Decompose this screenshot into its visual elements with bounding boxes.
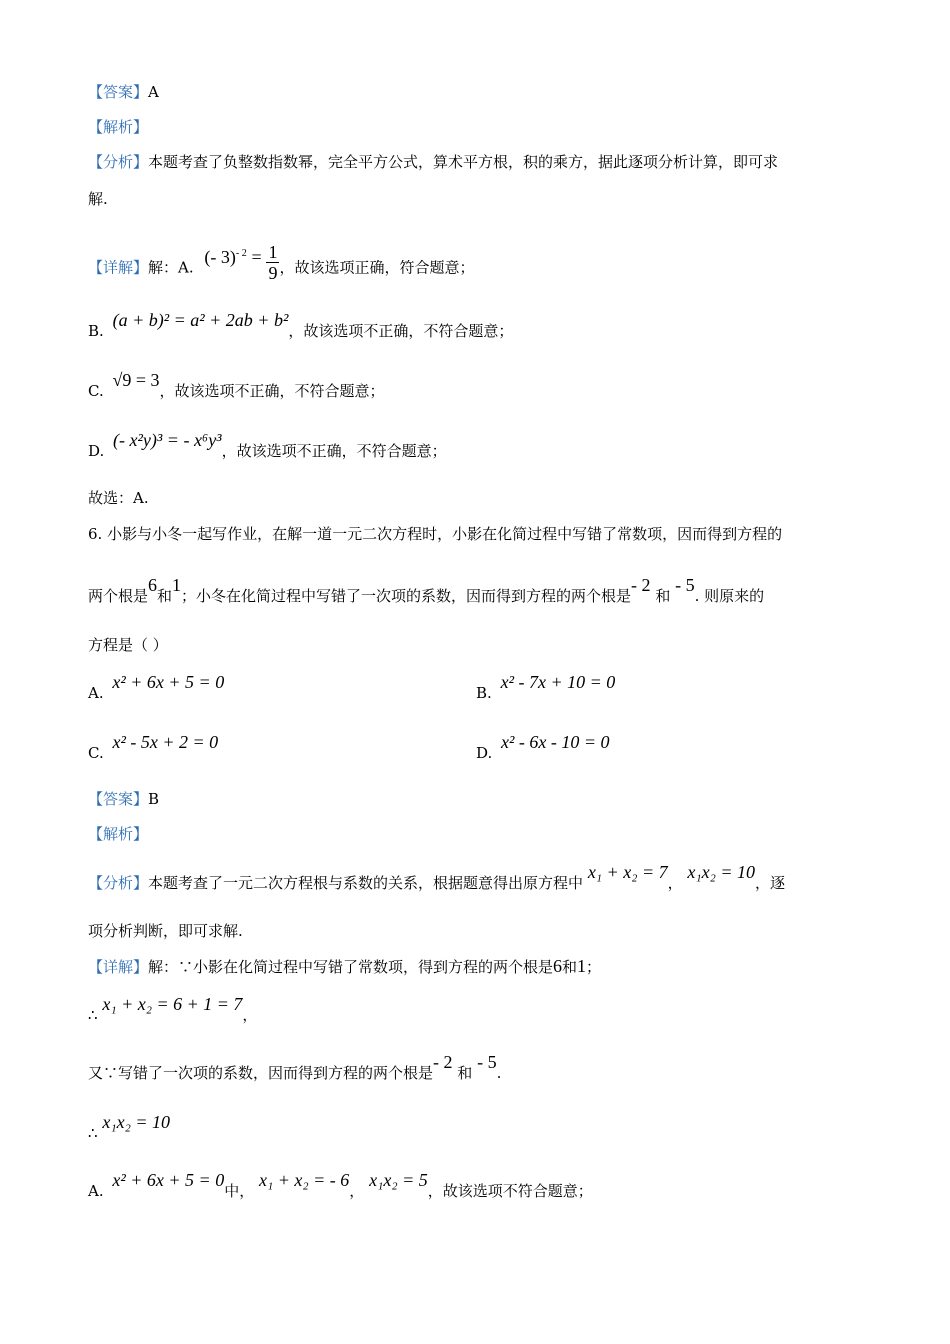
analysis-tag: 【解析】 [88, 118, 149, 136]
formula-c: √9 = 3 [112, 370, 160, 390]
and-1: 和 [157, 587, 173, 605]
option-c-math: x² - 5x + 2 = 0 [112, 732, 219, 752]
option-d-math: x² - 6x - 10 = 0 [501, 732, 610, 752]
check-a-mid: 中， [224, 1182, 255, 1200]
formula-b: (a + b)² = a² + 2ab + b² [112, 310, 289, 330]
detail-line-d [88, 430, 447, 461]
stem2-a: 两个根是 [88, 587, 149, 605]
check-a-m1: x₁ + x₂ = - 6 [259, 1170, 350, 1190]
therefore-line-1 [88, 994, 258, 1025]
q6-detail-and: 和 [562, 958, 578, 976]
root-neg5: - 5 [675, 575, 695, 595]
therefore-math-2: x₁x₂ = 10 [102, 1112, 170, 1132]
stem2-b: ；小冬在化简过程中写错了一次项的系数，因而得到方程的两个根是 [181, 587, 632, 605]
comment-d: ，故该选项不正确，不符合题意； [221, 442, 447, 460]
label-d: D. [88, 442, 105, 460]
therefore-line-2 [88, 1112, 170, 1143]
label-c: C. [88, 382, 104, 400]
formula-a-fraction: $\frac{1}{9}$ [268, 242, 278, 283]
comment-a: ，故该选项正确，符合题意； [279, 258, 475, 277]
fenxi-tag: 【分析】 [88, 153, 149, 171]
q6-detail-line [88, 956, 601, 977]
also-and: 和 [457, 1064, 473, 1082]
option-b[interactable] [476, 672, 616, 703]
check-a-math: x² + 6x + 5 = 0 [112, 1170, 225, 1190]
comment-b: ，故该选项不正确，不符合题意； [288, 322, 514, 340]
q6-answer-tag: 【答案】 [88, 790, 149, 808]
also-r2: - 5 [477, 1052, 497, 1072]
check-a-comment: ，故该选项不符合题意； [427, 1182, 593, 1200]
therefore-symbol-2: ∴ [88, 1124, 98, 1142]
therefore-symbol-1: ∴ [88, 1006, 98, 1024]
option-a[interactable] [88, 672, 225, 703]
q6-fenxi-sep: ， [667, 874, 683, 892]
therefore-math-1: x₁ + x₂ = 6 + 1 = 7 [102, 994, 243, 1014]
q6-answer-line [88, 789, 159, 809]
q6-analysis-tag: 【解析】 [88, 825, 149, 843]
q6-detail-r2: 1 [577, 956, 587, 976]
comment-c: ，故该选项不正确，不符合题意； [159, 382, 385, 400]
q6-detail-end: ； [586, 958, 602, 976]
also-end: . [496, 1064, 502, 1082]
detail-line-c [88, 370, 385, 401]
check-a-label: A. [88, 1182, 104, 1200]
detail-line-b [88, 310, 514, 341]
option-b-math: x² - 7x + 10 = 0 [500, 672, 616, 692]
formula-a-left: (- 3)$^{- 2}$ [204, 246, 247, 267]
root-neg2: - 2 [631, 575, 651, 595]
answer-line [88, 82, 159, 102]
also-line [88, 1052, 502, 1083]
q6-fenxi-text: 本题考查了一元二次方程根与系数的关系，根据题意得出原方程中 [148, 874, 584, 892]
answer-value: A [148, 83, 159, 101]
label-b: B. [88, 322, 104, 340]
q6-fenxi-text2: ，逐 [755, 874, 786, 892]
option-a-label: A. [88, 684, 104, 702]
also-text: 又∵写错了一次项的系数，因而得到方程的两个根是 [88, 1064, 434, 1082]
option-d[interactable] [476, 732, 610, 763]
conclusion: 故选：A. [88, 489, 149, 507]
root-6: 6 [148, 575, 158, 595]
q6-fenxi-tag: 【分析】 [88, 874, 149, 892]
detail-prefix: 解：A. [148, 258, 194, 277]
root-1: 1 [172, 575, 182, 595]
fenxi-line [88, 152, 778, 172]
fenxi-text-continued: 解. [88, 190, 108, 208]
q6-fenxi-math2: x₁x₂ = 10 [687, 862, 756, 882]
option-b-label: B. [476, 684, 492, 702]
option-c[interactable] [88, 732, 219, 763]
option-d-label: D. [476, 744, 493, 762]
fenxi-text: 本题考查了负整数指数幂，完全平方公式，算术平方根，积的乘方，据此逐项分析计算，即可求 [148, 153, 779, 171]
q6-detail-r1: 6 [553, 956, 563, 976]
check-a-m2: x₁x₂ = 5 [369, 1170, 428, 1190]
q6-stem-line3: 方程是（ ） [88, 636, 168, 654]
q6-stem-line2 [88, 575, 765, 606]
detail-line-a [88, 242, 475, 289]
stem2-c: . 则原来的 [694, 587, 765, 605]
q6-detail-text: 解：∵小影在化简过程中写错了常数项，得到方程的两个根是 [148, 958, 554, 976]
detail-tag: 【详解】 [88, 258, 149, 277]
q6-detail-tag: 【详解】 [88, 958, 149, 976]
check-a-sep: ， [349, 1182, 365, 1200]
q6-answer-value: B [148, 790, 160, 808]
option-a-math: x² + 6x + 5 = 0 [112, 672, 225, 692]
q6-fenxi-line [88, 862, 786, 893]
formula-d: (- x²y)³ = - x⁶y³ [113, 430, 222, 450]
answer-tag: 【答案】 [88, 83, 149, 101]
formula-a-eq: = [251, 246, 262, 267]
check-a-line [88, 1170, 593, 1201]
and-2: 和 [655, 587, 671, 605]
q6-fenxi-math1: x₁ + x₂ = 7 [587, 862, 668, 882]
q6-stem-line1: 6. 小影与小冬一起写作业，在解一道一元二次方程时，小影在化简过程中写错了常数项，因而得到方程的 [88, 525, 783, 543]
therefore-end-1: ， [242, 1006, 258, 1024]
q6-fenxi-text3: 项分析判断，即可求解. [88, 922, 243, 940]
option-c-label: C. [88, 744, 104, 762]
also-r1: - 2 [433, 1052, 453, 1072]
